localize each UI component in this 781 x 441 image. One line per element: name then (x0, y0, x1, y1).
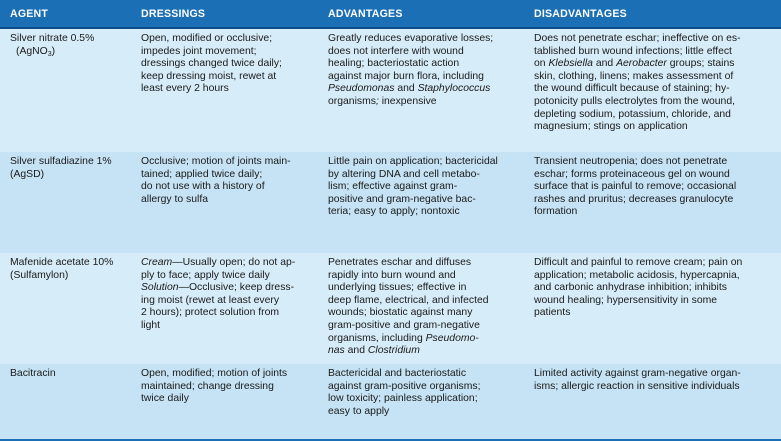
header-dressings: DRESSINGS (141, 8, 206, 20)
table-header (0, 0, 781, 29)
table-row (0, 29, 781, 152)
advantages-cell: Greatly reduces evaporative losses; does not interfere with wound healing; bacteriostatic action against major burn flora, including Pseudomonas and Staphylococcus organisms; inexpensive (328, 33, 494, 107)
disadvantages-cell: Transient neutropenia; does not penetrate eschar; forms proteinaceous gel on wound surface that is painful to remove; occasional rashes and pruritus; decreases granulocyte formation (534, 156, 737, 218)
disadvantages-cell: Limited activity against gram-negative organ- isms; allergic reaction in sensitive individuals (534, 368, 741, 392)
dressings-cell: Open, modified; motion of joints maintained; change dressing twice daily (141, 368, 288, 405)
agent-cell: Bacitracin (10, 368, 56, 379)
disadvantages-cell: Difficult and painful to remove cream; pain on application; metabolic acidosis, hypercapnia, and carbonic anhydrase inhibition; inhibits wound healing; hypersensitivity in some patients (534, 257, 743, 319)
advantages-cell: Little pain on application; bactericidal by altering DNA and cell metabo- lism; effective against gram- positive and gram-negative bac- teria; easy to apply; nontoxic (328, 156, 498, 218)
header-agent: AGENT (10, 8, 49, 20)
advantages-cell: Bactericidal and bacteriostatic against gram-positive organisms; low toxicity; painless application; easy to apply (328, 368, 481, 417)
table-row (0, 253, 781, 364)
dressings-cell: Open, modified or occlusive; impedes joint movement; dressings changed twice daily; keep dressing moist, rewet at least every 2 hours (141, 33, 282, 95)
table-row (0, 152, 781, 253)
header-advantages: ADVANTAGES (328, 8, 403, 20)
advantages-cell: Penetrates eschar and diffuses rapidly into burn wound and underlying tissues; effective in deep flame, electrical, and infected wounds; biostatic against many gram-positive and gram-negative organisms, including Pseudomo- nas and Clostridium (328, 257, 489, 357)
table-row (0, 364, 781, 441)
agent-cell: Silver sulfadiazine 1% (AgSD) (10, 156, 112, 180)
dressings-cell: Cream—Usually open; do not ap- ply to face; apply twice daily Solution—Occlusive; keep dress- ing moist (rewet at least every 2 hours); protect solution from light (141, 257, 296, 331)
disadvantages-cell: Does not penetrate eschar; ineffective on es- tablished burn wound infections; little effect on Klebsiella and Aerobacter groups; stains skin, clothing, linens; makes assessment of the wound difficult because of staining; hy- potonicity pulls electrolytes from the wound, depleting sodium, potassium, chloride, and magnesium; stings on application (534, 33, 741, 133)
agent-cell: Silver nitrate 0.5% (AgNO$_3$) (10, 33, 95, 58)
agent-cell: Mafenide acetate 10% (Sulfamylon) (10, 257, 114, 281)
header-disadvantages: DISADVANTAGES (534, 8, 627, 20)
dressings-cell: Occlusive; motion of joints main- tained; applied twice daily; do not use with a history of allergy to sulfa (141, 156, 291, 205)
